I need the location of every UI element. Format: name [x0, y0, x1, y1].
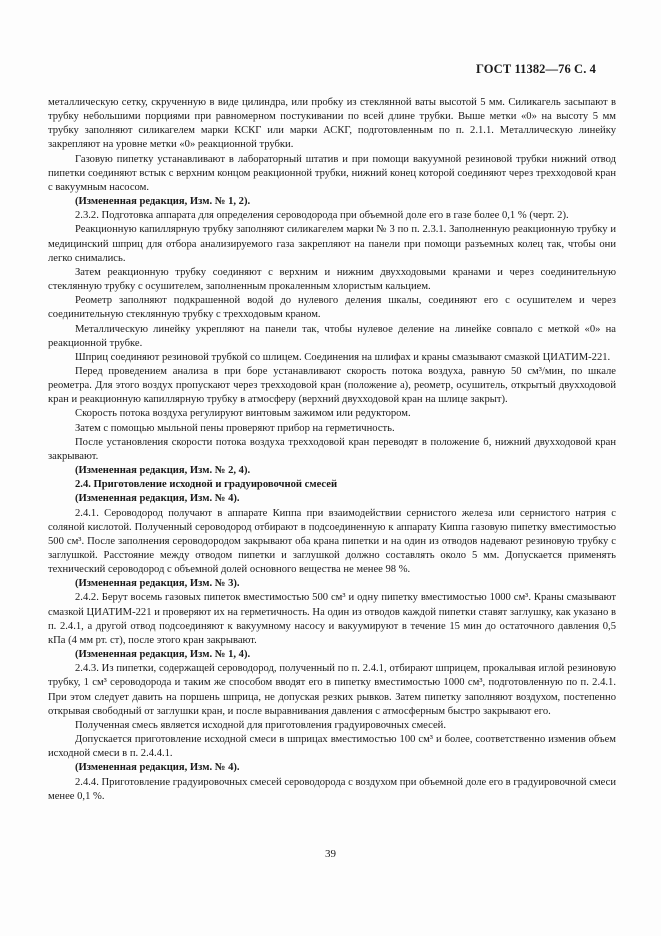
body-paragraph: Реометр заполняют подкрашенной водой до нулевого деления шкалы, соединяют его с осушителем и через соединительную стеклянную трубку с трехходовым краном. [48, 295, 616, 321]
body-paragraph: Металлическую линейку укрепляют на панели так, чтобы нулевое деление на линейке совпало с меткой «0» на реакционной трубке. [48, 323, 616, 349]
body-paragraph: Перед проведением анализа в при боре устанавливают скорость потока воздуха, равную 50 см³/мин, по шкале реометра. Для этого воздух пропускают через трехходовой кран (положение а), реометр, осушитель, открытый двухходовой кран и реакционную капиллярную трубку в атмосферу (верхний двухходовой кран на шлице закрыт). [48, 365, 616, 406]
body-paragraph: 2.3.2. Подготовка аппарата для определения сероводорода при объемной доле его в газе более 0,1 % (черт. 2). [75, 210, 569, 222]
body-paragraph: Допускается приготовление исходной смеси в шприцах вместимостью 100 см³ и более, соответственно изменив объем исходной смеси в п. 2.4.4.1. [48, 734, 616, 760]
body-paragraph: металлическую сетку, скрученную в виде цилиндра, или пробку из стеклянной ваты высотой 5 мм. Силикагель засыпают в трубку небольшими порциями при равномерном постукивании по всей длине трубки. Выше метки «0» на высоту 5 мм трубку заполняют силикагелем марки КСКГ или марки АСКГ, подготовленным по п. 2.1.1. Металлическую линейку закрепляют на уровне метки «0» реакционной трубки. [48, 97, 616, 151]
amendment-note: (Измененная редакция, Изм. № 4). [75, 762, 240, 774]
body-paragraph: Шприц соединяют резиновой трубкой со шлицем. Соединения на шлифах и краны смазывают смазкой ЦИАТИМ-221. [75, 351, 611, 363]
amendment-note: (Измененная редакция, Изм. № 1, 4). [75, 649, 251, 661]
body-paragraph: Реакционную капиллярную трубку заполняют силикагелем марки № 3 по п. 2.3.1. Заполненную реакционную трубку и медицинский шприц для отбора анализируемого газа закрепляют на панели при помощи разъемных колец так, чтобы они легко снимались. [48, 224, 616, 264]
body-paragraph: Затем с помощью мыльной пены проверяют прибор на герметичность. [75, 422, 395, 434]
amendment-note: 2.4. Приготовление исходной и градуировочной смесей [75, 479, 338, 491]
body-paragraph: 2.4.2. Берут восемь газовых пипеток вместимостью 500 см³ и одну пипетку вместимостью 1000 см³. Краны смазывают смазкой ЦИАТИМ-221 и проверяют их на герметичность. На один из отводов каждой пипетки ставят заглушку, как указано в п. 2.4.1, а другой отвод подсоединяют к вакуумному насосу и вакуумируют в течение 15 мин до остаточного давления 0,5 кПа (4 мм рт. ст), после этого кран закрывают. [48, 592, 616, 646]
document-body [48, 96, 616, 804]
body-paragraph: Газовую пипетку устанавливают в лабораторный штатив и при помощи вакуумной резиновой трубки нижний отвод пипетки соединяют встык с верхним концом реакционной трубки, нижний конец которой соединяют через трехходовой кран с вакуумным насосом. [48, 153, 616, 193]
page-number: 39 [325, 848, 336, 860]
page-header: ГОСТ 11382—76 С. 4 [475, 62, 596, 76]
amendment-note: (Измененная редакция, Изм. № 2, 4). [75, 465, 251, 477]
amendment-note: (Измененная редакция, Изм. № 4). [75, 493, 240, 505]
body-paragraph: Затем реакционную трубку соединяют с верхним и нижним двухходовыми кранами и через соединительную стеклянную трубку с осушителем, заполненным прокаленным хлористым кальцием. [48, 266, 616, 293]
body-paragraph: После установления скорости потока воздуха трехходовой кран переводят в положение б, нижний двухходовой кран закрывают. [48, 436, 616, 462]
amendment-note: (Измененная редакция, Изм. № 3). [75, 578, 240, 590]
body-paragraph: 2.4.3. Из пипетки, содержащей сероводород, полученный по п. 2.4.1, отбирают шприцем, прокалывая иглой резиновую трубку, 1 см³ сероводорода и таким же способом вводят его в пипетку вместимостью 1000 см³, подготовленную по п. 2.4.1. При этом следует давить на поршень шприца, не допуская резких рывков. Затем пипетку заполняют воздухом, постепенно открывая свободный от заглушки кран, и после выравнивания давления с атмосферным быстро закрывают его. [48, 663, 616, 717]
body-paragraph: Скорость потока воздуха регулируют винтовым зажимом или редуктором. [75, 408, 411, 420]
body-paragraph: 2.4.1. Сероводород получают в аппарате Киппа при взаимодействии сернистого железа или сернистого натрия с соляной кислотой. Полученный сероводород отбирают в подсоединенную к аппарату Киппа газовую пипетку вместимостью 500 см³. После заполнения сероводородом закрывают оба крана пипетки и на один из отводов надевают резиновую трубку с заглушкой. Расстояние между отводом пипетки и заглушкой должно составлять около 5 мм. Допускается применять технический сероводород с объемной долей основного вещества не менее 98 %. [48, 507, 616, 576]
amendment-note: (Измененная редакция, Изм. № 1, 2). [75, 196, 251, 208]
body-paragraph: Полученная смесь является исходной для приготовления градуировочных смесей. [75, 719, 447, 731]
body-paragraph: 2.4.4. Приготовление градуировочных смесей сероводорода с воздухом при объемной доле его в градуировочной смеси менее 0,1 %. [48, 776, 616, 802]
